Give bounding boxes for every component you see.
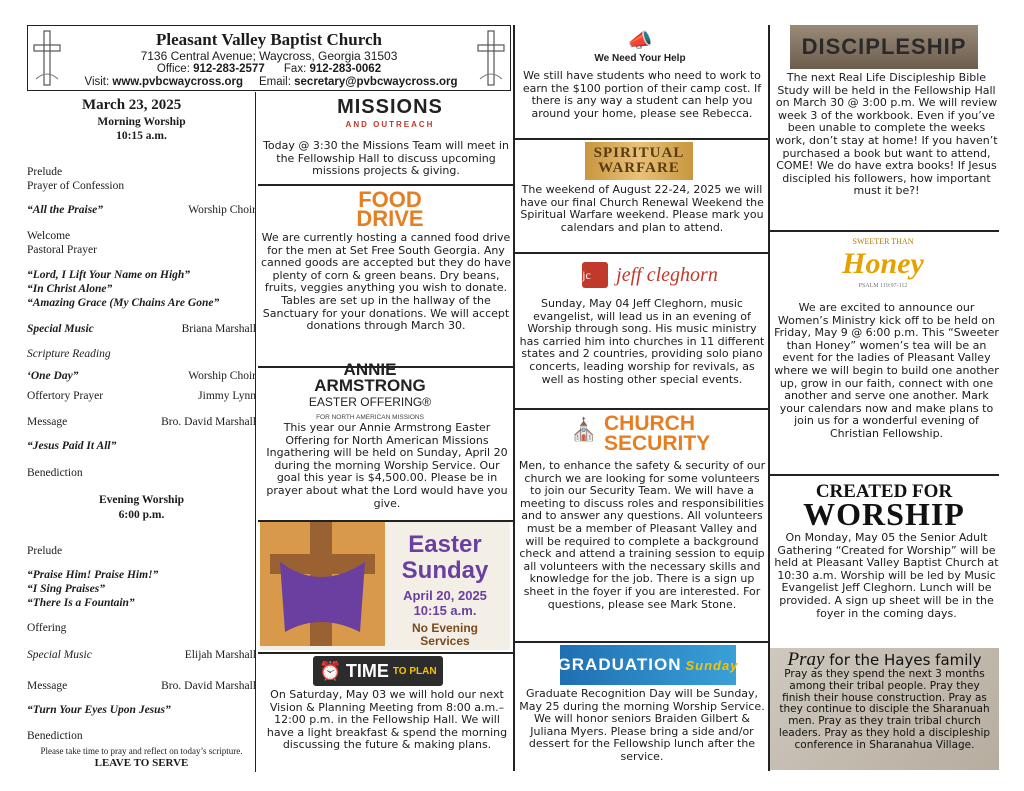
section-divider xyxy=(514,641,769,643)
easter-title: Easter Sunday xyxy=(401,531,489,584)
sweeter-than-honey-announcement: We are excited to announce our Women’s Ministry kick off to be held on Friday, May 9 @ 6:00 p.m. This “Sweeter than Honey” women’s tea will be an event for the ladies of Pleasant Valley where we will begin to build one another up, grow in our faith, connect with one another and serve one another. Mark your calendars now and make plans to join us for a wonderful evening of Christian Fellowship. xyxy=(774,301,999,440)
cross-icon xyxy=(32,29,62,87)
discipleship-announcement: The next Real Life Discipleship Bible Study will be held in the Fellowship Hall on March 30 @ 3:00 p.m. We will review week 3 of the workbook. Even if you’ve been unable to complete the weeks work, don’t stay at home! If you haven’t purchased a book but want to attend, COME! We do have extra books! If Jesus discipled his followers, how important must it be?! xyxy=(775,71,998,198)
office-label: Office: xyxy=(156,63,190,75)
order-item: “Turn Your Eyes Upon Jesus” xyxy=(27,704,171,716)
section-divider xyxy=(769,474,999,476)
no-evening-services: No Evening Services xyxy=(411,621,478,648)
graduation-sunday-logo: GRADUATION Sunday xyxy=(560,645,736,685)
missions-outreach-logo: MISSIONS AND OUTREACH xyxy=(337,96,443,129)
fax-phone: 912-283-0062 xyxy=(309,63,382,75)
leave-to-serve: LEAVE TO SERVE xyxy=(94,757,189,769)
order-item: “Jesus Paid It All” xyxy=(27,440,117,452)
order-item: Prelude xyxy=(27,545,63,557)
easter-date: April 20, 2025 10:15 a.m. xyxy=(403,588,487,618)
email-link[interactable]: secretary@pvbcwaycross.org xyxy=(294,76,458,88)
order-item: Benediction xyxy=(27,730,83,742)
purple-draped-cross-icon xyxy=(260,522,385,646)
morning-worship-title: Morning Worship xyxy=(97,116,186,128)
morning-worship-time: 10:15 a.m. xyxy=(116,130,167,142)
pray-heading: Pray for the Hayes family xyxy=(787,649,982,670)
section-divider xyxy=(769,230,999,232)
website-link[interactable]: www.pvbcwaycross.org xyxy=(112,76,243,88)
order-item: Message Bro. David Marshall xyxy=(27,416,256,428)
order-item: ‘One Day” Worship Choir xyxy=(27,370,256,382)
order-item: Special Music Briana Marshall xyxy=(27,323,256,335)
we-need-your-help-logo: 📣 We Need Your Help xyxy=(594,30,686,64)
column-divider xyxy=(513,25,515,771)
annie-armstrong-logo: ANNIE ARMSTRONG EASTER OFFERING® FOR NORTH AMERICAN MISSIONS xyxy=(308,360,432,421)
order-item: “There Is a Fountain” xyxy=(27,597,135,609)
time-to-plan-logo: ⏰ TIME TO PLAN xyxy=(313,656,443,686)
jc-badge-icon: jc xyxy=(582,262,608,288)
spiritual-warfare-logo: SPIRITUAL WARFARE xyxy=(585,142,693,180)
order-item: Special Music Elijah Marshall xyxy=(27,649,256,661)
evening-worship-time: 6:00 p.m. xyxy=(118,509,165,521)
spiritual-warfare-announcement: The weekend of August 22-24, 2025 we will have our final Church Renewal Weekend the Spiritual Warfare weekend. Please mark you calendars and plan to attend. xyxy=(520,183,764,234)
jeff-cleghorn-announcement: Sunday, May 04 Jeff Cleghorn, music evangelist, will lead us in an evening of Worship through song. His music ministry has carried him into churches in 11 different states and 2 countries, providing solo piano concerts, leading worship for revivals, as well as hosting other special events. xyxy=(519,297,765,386)
order-item: “Lord, I Lift Your Name on High” xyxy=(27,269,191,281)
help-announcement: We still have students who need to work to earn the $100 portion of their camp cost. If there is any way a student can help you around your home, please see Rebecca. xyxy=(522,69,762,120)
section-divider xyxy=(514,252,769,254)
church-building-icon: ⛪ xyxy=(570,417,598,442)
jeff-cleghorn-logo: jc jeff cleghorn xyxy=(565,257,735,293)
order-item: “I Sing Praises” xyxy=(27,583,105,595)
email-label: Email: xyxy=(258,76,291,88)
order-item: Prelude xyxy=(27,166,63,178)
sweeter-than-honey-logo: SWEETER THAN Honey PSALM 119:97-112 xyxy=(842,237,924,289)
visit-label: Visit: xyxy=(84,76,110,88)
megaphone-icon: 📣 xyxy=(627,30,653,52)
church-address: 7136 Central Avenue; Waycross, Georgia 31503 xyxy=(140,49,398,63)
food-drive-logo: FOOD DRIVE xyxy=(356,187,424,231)
pray-text: Pray as they spend the next 3 months among their tribal people. Pray they finish their house construction. Pray as they continue to disciple the Sharanuah men. Pray as they train tribal church leaders. Pray as they hold a discipleship conference in Sharanahua Village. xyxy=(778,668,991,751)
planning-meeting-announcement: On Saturday, May 03 we will hold our next Vision & Planning Meeting from 8:00 a.m.– 12:00 p.m. in the Fellowship Hall. We will have a light breakfast & spend the morning discussing the future & making plans. xyxy=(266,688,508,752)
order-item: Message Bro. David Marshall xyxy=(27,680,256,692)
church-name: Pleasant Valley Baptist Church xyxy=(156,30,382,49)
food-drive-announcement: We are currently hosting a canned food drive for the men at Set Free South Georgia. Any canned goods are accepted but they do have plenty of corn & green beans. Dry beans, fruits, veggies anything you wish to donate. Tables are set up in the hallway of the Sanctuary for your donations. We will accept donations through March 30. xyxy=(260,231,512,333)
order-item: “In Christ Alone” xyxy=(27,283,113,295)
service-date: March 23, 2025 xyxy=(82,97,182,113)
discipleship-logo: DISCIPLESHIP xyxy=(790,25,978,69)
order-of-worship xyxy=(27,92,256,772)
section-divider xyxy=(514,138,769,140)
pray-for-hayes-family xyxy=(770,648,999,770)
order-item: Pastoral Prayer xyxy=(27,244,97,256)
order-item: “Praise Him! Praise Him!” xyxy=(27,569,159,581)
office-phone: 912-283-2577 xyxy=(193,63,265,75)
order-item: Offertory Prayer Jimmy Lynn xyxy=(27,390,256,402)
section-divider xyxy=(514,408,769,410)
order-item: Prayer of Confession xyxy=(27,180,125,192)
created-for-worship-logo: CREATED FOR WORSHIP xyxy=(803,481,965,532)
clock-icon: ⏰ xyxy=(319,660,342,681)
cross-icon xyxy=(476,29,506,87)
church-web xyxy=(68,76,474,88)
annie-armstrong-announcement: This year our Annie Armstrong Easter Offering for North American Missions Ingathering will be held on Sunday, April 20 during the morning Worship Service. Our goal this year is $4,500.00. Please be in prayer about what the Lord would have you give. xyxy=(266,421,508,510)
evening-worship-title: Evening Worship xyxy=(98,494,185,506)
fax-label: Fax: xyxy=(283,63,307,75)
order-item: Scripture Reading xyxy=(27,348,111,360)
order-item: Offering xyxy=(27,622,67,634)
order-item: Welcome xyxy=(27,230,71,242)
easter-sunday-banner xyxy=(260,522,510,650)
section-divider xyxy=(258,184,513,186)
church-security-announcement: Men, to enhance the safety & security of our church we are looking for some volunteers to join our Security Team. We will have a meeting to discuss roles and responsibilities and to answer any questions. All volunteers must be a member of Pleasant Valley and will be required to complete a background check and attend a training session to equip all volunteers with the necessary skills and knowledge for the job. There is a sign up sheet in the foyer if you are interested. For questions, please see Mark Stone. xyxy=(518,459,766,611)
church-header xyxy=(27,25,511,91)
church-phones xyxy=(68,63,470,75)
graduation-announcement: Graduate Recognition Day will be Sunday, May 25 during the morning Worship Service. We will honor seniors Braiden Gilbert & Juliana Myers. Please bring a side and/or dessert for the Fellowship lunch after the service. xyxy=(519,687,765,763)
order-item: “All the Praise” Worship Choir xyxy=(27,204,256,216)
church-security-logo: ⛪ CHURCH SECURITY xyxy=(570,412,711,455)
order-item: Benediction xyxy=(27,467,83,479)
section-divider xyxy=(258,652,513,654)
reflection-note: Please take time to pray and reflect on today’s scripture. xyxy=(40,746,243,756)
missions-announcement: Today @ 3:30 the Missions Team will meet in the Fellowship Hall to discuss upcoming missions projects & giving. xyxy=(263,139,509,178)
created-for-worship-announcement: On Monday, May 05 the Senior Adult Gathering “Created for Worship” will be held at Pleasant Valley Baptist Church at 10:30 a.m. Worship will be led by Music Evangelist Jeff Cleghorn. Lunch will be provided. A sign up sheet will be in the foyer in the coming days. xyxy=(774,531,999,620)
order-item: “Amazing Grace (My Chains Are Gone” xyxy=(27,297,220,309)
